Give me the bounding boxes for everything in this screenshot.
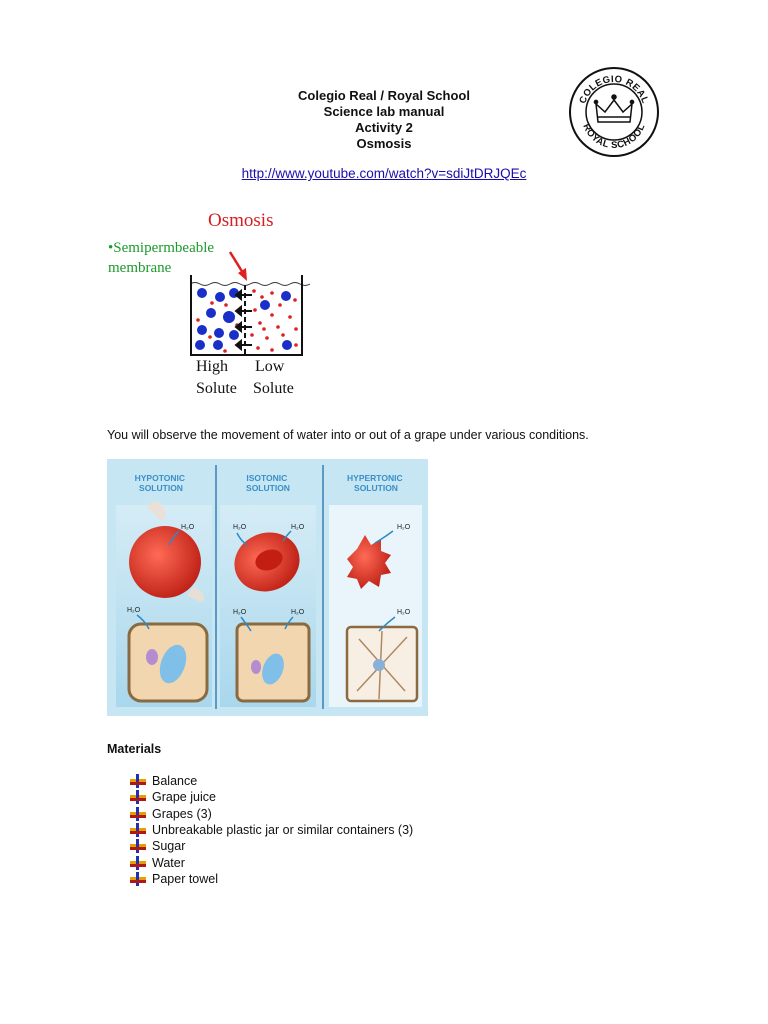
arrow-bullet-icon xyxy=(128,872,148,886)
arrow-bullet-icon xyxy=(128,807,148,821)
h2o-label: H₂O xyxy=(181,524,195,531)
h2o-label: H₂O xyxy=(397,609,411,616)
material-item: Unbreakable plastic jar or similar containers (3) xyxy=(152,823,414,838)
hypotonic-label-line2: SOLUTION xyxy=(139,483,183,493)
isotonic-heading xyxy=(246,473,290,493)
material-item: Balance xyxy=(152,774,198,789)
high-solute-label: High Solute xyxy=(196,358,237,397)
h2o-label: H₂O xyxy=(291,524,305,531)
plasmolyzed-plant-cell xyxy=(347,627,417,701)
school-name: Colegio Real / Royal School xyxy=(298,88,470,103)
water-surface xyxy=(190,283,310,286)
arrow-bullet-icon xyxy=(128,790,148,804)
topic-title: Osmosis xyxy=(356,136,412,151)
membrane-arrow xyxy=(230,252,247,281)
list-item xyxy=(128,838,413,854)
svg-text:ROYAL SCHOOL xyxy=(580,122,647,151)
manual-title: Science lab manual xyxy=(323,104,445,119)
hypotonic-label: HYPOTONIC xyxy=(134,473,186,483)
list-item xyxy=(128,854,413,870)
list-item xyxy=(128,871,413,887)
seal-top-text: COLEGIO REAL xyxy=(577,73,651,106)
arrow-bullet-icon xyxy=(128,823,148,837)
material-item: Water xyxy=(152,855,185,870)
arrow-bullet-icon xyxy=(128,856,148,870)
materials-heading: Materials xyxy=(107,742,162,756)
material-item: Grape juice xyxy=(152,790,216,805)
h2o-label: H₂O xyxy=(233,609,247,616)
h2o-label: H₂O xyxy=(233,524,247,531)
materials-list xyxy=(128,773,413,887)
normal-plant-cell xyxy=(237,624,309,701)
arrow-bullet-icon xyxy=(128,839,148,853)
material-item: Sugar xyxy=(152,839,186,854)
activity-number: Activity 2 xyxy=(355,120,413,135)
seal-bottom-text: ROYAL SCHOOL xyxy=(580,122,648,152)
h2o-label: H₂O xyxy=(291,609,305,616)
osmosis-diagram-title: Osmosis xyxy=(208,210,274,231)
arrow-bullet-icon xyxy=(128,774,148,788)
youtube-link[interactable]: http://www.youtube.com/watch?v=sdiJtDRJQEc xyxy=(241,166,527,181)
material-item: Grapes (3) xyxy=(152,806,212,821)
crown-icon xyxy=(594,95,633,122)
h2o-label: H₂O xyxy=(127,607,141,614)
isotonic-label-line2: SOLUTION xyxy=(246,483,290,493)
hypotonic-heading xyxy=(135,473,188,493)
tonicity-cells-figure xyxy=(107,459,428,716)
school-seal-logo xyxy=(568,66,660,158)
h2o-label: H₂O xyxy=(397,524,411,531)
solute-particles xyxy=(195,288,292,350)
list-item xyxy=(128,822,413,838)
list-item xyxy=(128,789,413,805)
swollen-plant-cell xyxy=(129,624,207,701)
hypertonic-heading xyxy=(347,473,405,493)
membrane-label: •Semipermbeable membrane xyxy=(108,240,215,276)
list-item xyxy=(128,806,413,822)
isotonic-label: ISOTONIC xyxy=(246,473,288,483)
hypertonic-label: HYPERTONIC xyxy=(347,473,403,483)
hypertonic-label-line2: SOLUTION xyxy=(354,483,398,493)
list-item xyxy=(128,773,413,789)
intro-text: You will observe the movement of water into or out of a grape under various conditions. xyxy=(107,428,589,442)
material-item: Paper towel xyxy=(152,871,219,886)
low-solute-label: Low Solute xyxy=(253,358,294,397)
